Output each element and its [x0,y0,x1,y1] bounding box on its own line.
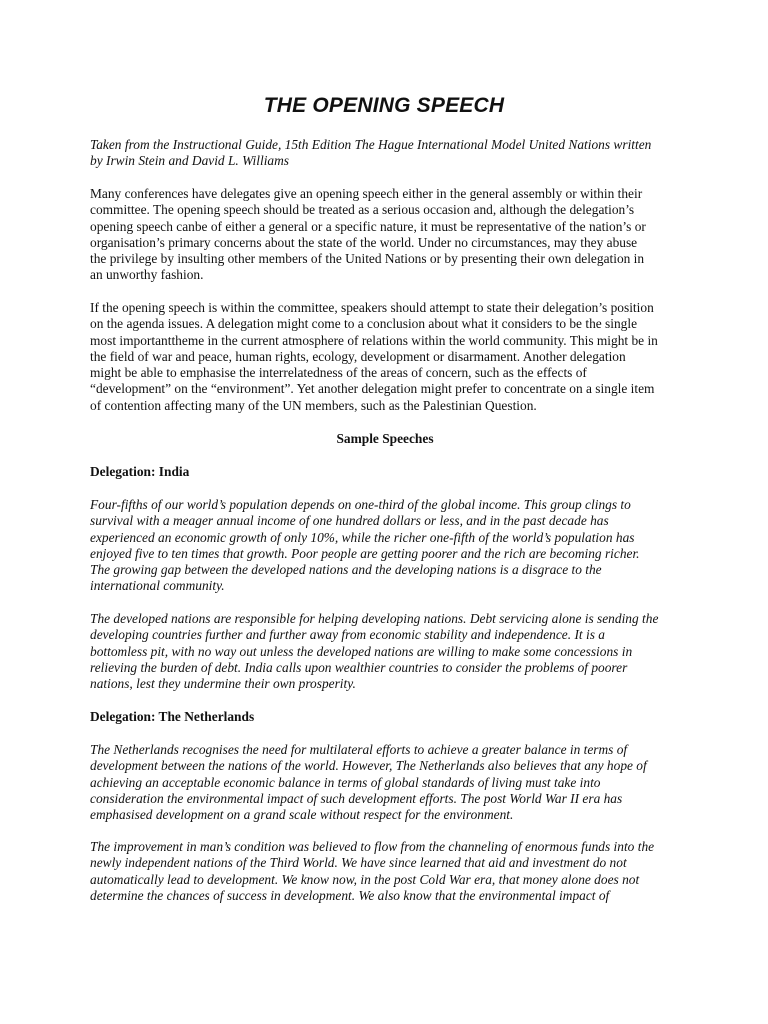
text-line: organisation’s primary concerns about the state of the world. Under no circumstances, may they abuse [90,234,638,250]
text-line: might be able to emphasise the interrelatedness of the areas of concern, such as the effects of [90,365,587,381]
text-line: committee. The opening speech should be treated as a serious occasion and, although the delegation’s [90,202,635,218]
text-line: Four-fifths of our world’s population depends on one-third of the global income. This group clings to [90,497,631,512]
text-line: The developed nations are responsible for helping developing nations. Debt servicing alone is sending the [90,611,659,626]
intro-paragraph [90,186,680,284]
text-line: opening speech canbe of either a general or a specific nature, it must be representative of the nation’s or [90,218,646,234]
text-line: determine the chances of success in development. We also know that the environmental impact of [90,887,610,903]
source-citation [90,137,680,170]
text-line: Many conferences have delegates give an opening speech either in the general assembly or within their [90,186,643,201]
text-line: relieving the burden of debt. India calls upon wealthier countries to consider the problems of poorer [90,659,628,675]
text-line: emphasised development on a grand scale without respect for the environment. [90,807,514,823]
text-line: development between the nations of the world. However, The Netherlands also believes that any hope of [90,758,647,774]
text-line: of contention affecting many of the UN members, such as the Palestinian Question. [90,397,537,413]
netherlands-speech-2 [90,839,680,904]
text-line: The Netherlands recognises the need for multilateral efforts to achieve a greater balance in terms of [90,742,628,757]
text-line: “development” on the “environment”. Yet another delegation might prefer to concentrate on a single item [90,381,655,397]
netherlands-heading: Delegation: The Netherlands [90,709,255,724]
text-line: newly independent nations of the Third World. We have since learned that aid and investment do not [90,855,627,871]
text-line: If the opening speech is within the committee, speakers should attempt to state their delegation’s position [90,300,654,315]
text-line: The growing gap between the developed nations and the developing nations is a disgrace to the [90,562,602,578]
text-line: achieving an acceptable economic balance in terms of global standards of living must take into [90,774,601,790]
india-speech-2 [90,611,680,692]
india-heading: Delegation: India [90,464,190,479]
text-line: bottomless pit, with no way out unless the developed nations are willing to make some concessions in [90,643,633,659]
text-line: the privilege by insulting other members of the United Nations or by presenting their own delegation in [90,251,645,267]
text-line: enjoyed five to ten times that growth. Poor people are getting poorer and the rich are becoming richer. [90,545,640,561]
text-line: an unworthy fashion. [90,267,204,283]
committee-paragraph [90,300,680,414]
text-line: consideration the environmental impact of such development efforts. The post World War II era has [90,790,623,806]
text-line: by Irwin Stein and David L. Williams [90,153,289,169]
india-speech-1 [90,497,680,595]
text-line: Taken from the Instructional Guide, 15th Edition The Hague International Model United Nations written [90,137,652,152]
text-line: the field of war and peace, human rights, ecology, development or disarmament. Another delegation [90,348,626,364]
text-line: The improvement in man’s condition was believed to flow from the channeling of enormous funds into the [90,839,655,854]
text-line: developing countries further and further away from economic stability and independence. It is a [90,627,605,643]
page-title: THE OPENING SPEECH [263,94,505,117]
text-line: most importanttheme in the current atmosphere of relations within the world community. This might be in [90,332,658,348]
text-line: nations, lest they undermine their own prosperity. [90,676,356,692]
text-line: international community. [90,578,225,594]
text-line: experienced an economic growth of only 10%, while the richer one-fifth of the world’s population has [90,529,635,545]
sample-speeches-heading: Sample Speeches [336,431,434,446]
text-line: survival with a meager annual income of one hundred dollars or less, and in the past decade has [90,513,609,529]
text-line: on the agenda issues. A delegation might come to a conclusion about what it considers to be the single [90,316,638,332]
netherlands-speech-1 [90,742,680,823]
text-line: automatically lead to development. We know now, in the post Cold War era, that money alone does not [90,871,640,887]
